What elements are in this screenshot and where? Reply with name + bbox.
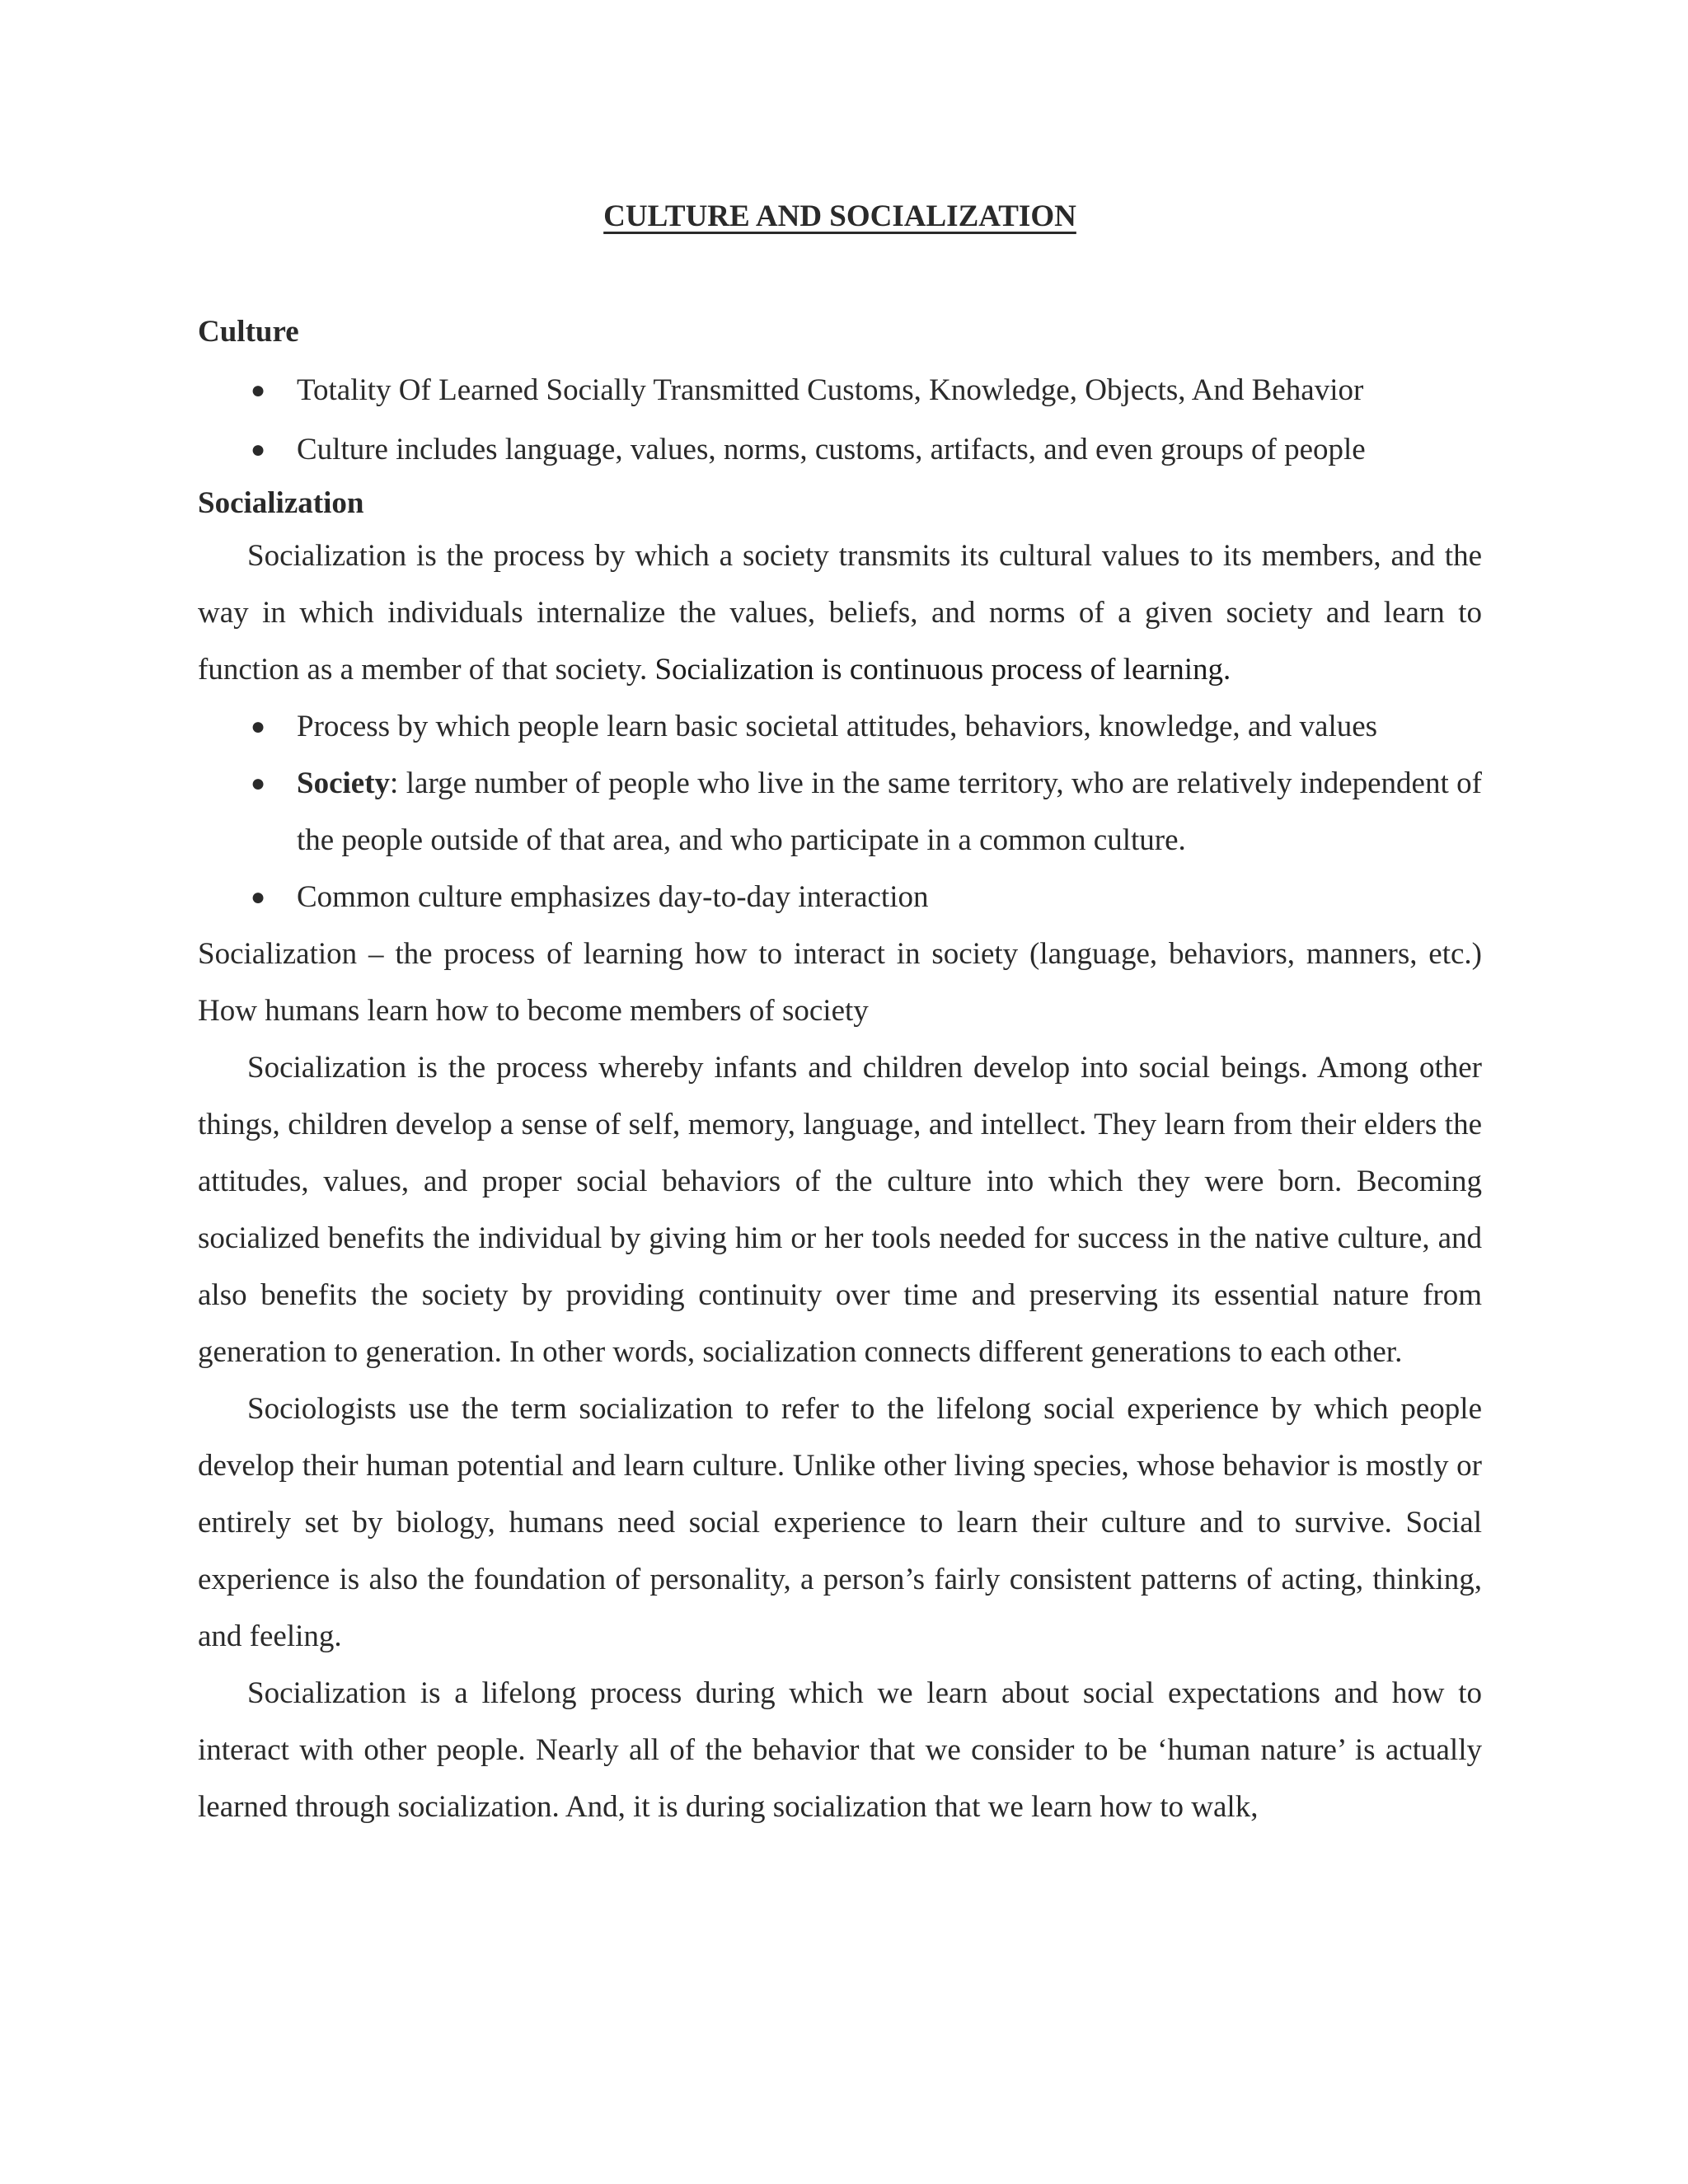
- list-item: [198, 361, 1482, 420]
- intro-paragraph-tail: Socialization is continuous process of learning.: [647, 653, 1231, 687]
- bullet-icon: ●: [251, 713, 266, 740]
- sociologists-paragraph: Sociologists use the term socialization to refer to the lifelong social experience by which people develop their human potential and learn culture. Unlike other living species, whose behavior is mostly or entirely set by biology, humans need social experience to learn their culture and to survive. Social experience is also the foundation of personality, a person’s fairly consistent patterns of acting, thinking, and feeling.: [198, 1392, 1482, 1653]
- socialization-bullet-text: Process by which people learn basic societal attitudes, behaviors, knowledge, and values: [297, 710, 1378, 743]
- bullet-icon: ●: [251, 436, 266, 463]
- intro-paragraph-text: Socialization is the process by which a society transmits its cultural values to its members, and the way in which individuals internalize the values, beliefs, and norms of a given society and learn to function as a member of that society.: [198, 539, 1482, 687]
- culture-heading: Culture: [198, 315, 299, 349]
- intro-paragraph: [198, 527, 1482, 698]
- infants-paragraph: Socialization is the process whereby infants and children develop into social beings. Among other things, children develop a sense of self, memory, language, and intellect. They learn from their elders the attitudes, values, and proper social behaviors of the culture into which they were born. Becoming socialized benefits the individual by giving him or her tools needed for success in the native culture, and also benefits the society by providing continuity over time and preserving its essential nature from generation to generation. In other words, socialization connects different generations to each other.: [198, 1051, 1482, 1369]
- bullet-icon: ●: [251, 377, 266, 404]
- society-definition: : large number of people who live in the same territory, who are relatively independent of the people outside of that area, and who participate in a common culture.: [297, 766, 1482, 857]
- lifelong-paragraph: Socialization is a lifelong process during which we learn about social expectations and how to interact with other people. Nearly all of the behavior that we consider to be ‘human nature’ is actually learned through socialization. And, it is during socialization that we learn how to walk,: [198, 1676, 1482, 1824]
- list-item: [198, 420, 1482, 480]
- definition-paragraph: Socialization – the process of learning how to interact in society (language, behaviors, manners, etc.) How humans learn how to become members of society: [198, 937, 1482, 1028]
- culture-bullet-text: Totality Of Learned Socially Transmitted Customs, Knowledge, Objects, And Behavior: [297, 373, 1364, 407]
- list-item: [198, 869, 1482, 926]
- culture-bullet-text: Culture includes language, values, norms, customs, artifacts, and even groups of people: [297, 433, 1366, 466]
- list-item: [198, 755, 1482, 869]
- document-content: [198, 196, 1482, 1835]
- socialization-bullet-text: Common culture emphasizes day-to-day interaction: [297, 880, 929, 914]
- document-title: CULTURE AND SOCIALIZATION: [603, 199, 1076, 233]
- socialization-bullet-list: [198, 698, 1482, 926]
- culture-bullet-list: [198, 361, 1482, 480]
- list-item: [198, 698, 1482, 755]
- bullet-icon: ●: [251, 770, 266, 797]
- bullet-icon: ●: [251, 883, 266, 911]
- society-term: Society: [297, 766, 391, 800]
- socialization-heading: Socialization: [198, 486, 364, 520]
